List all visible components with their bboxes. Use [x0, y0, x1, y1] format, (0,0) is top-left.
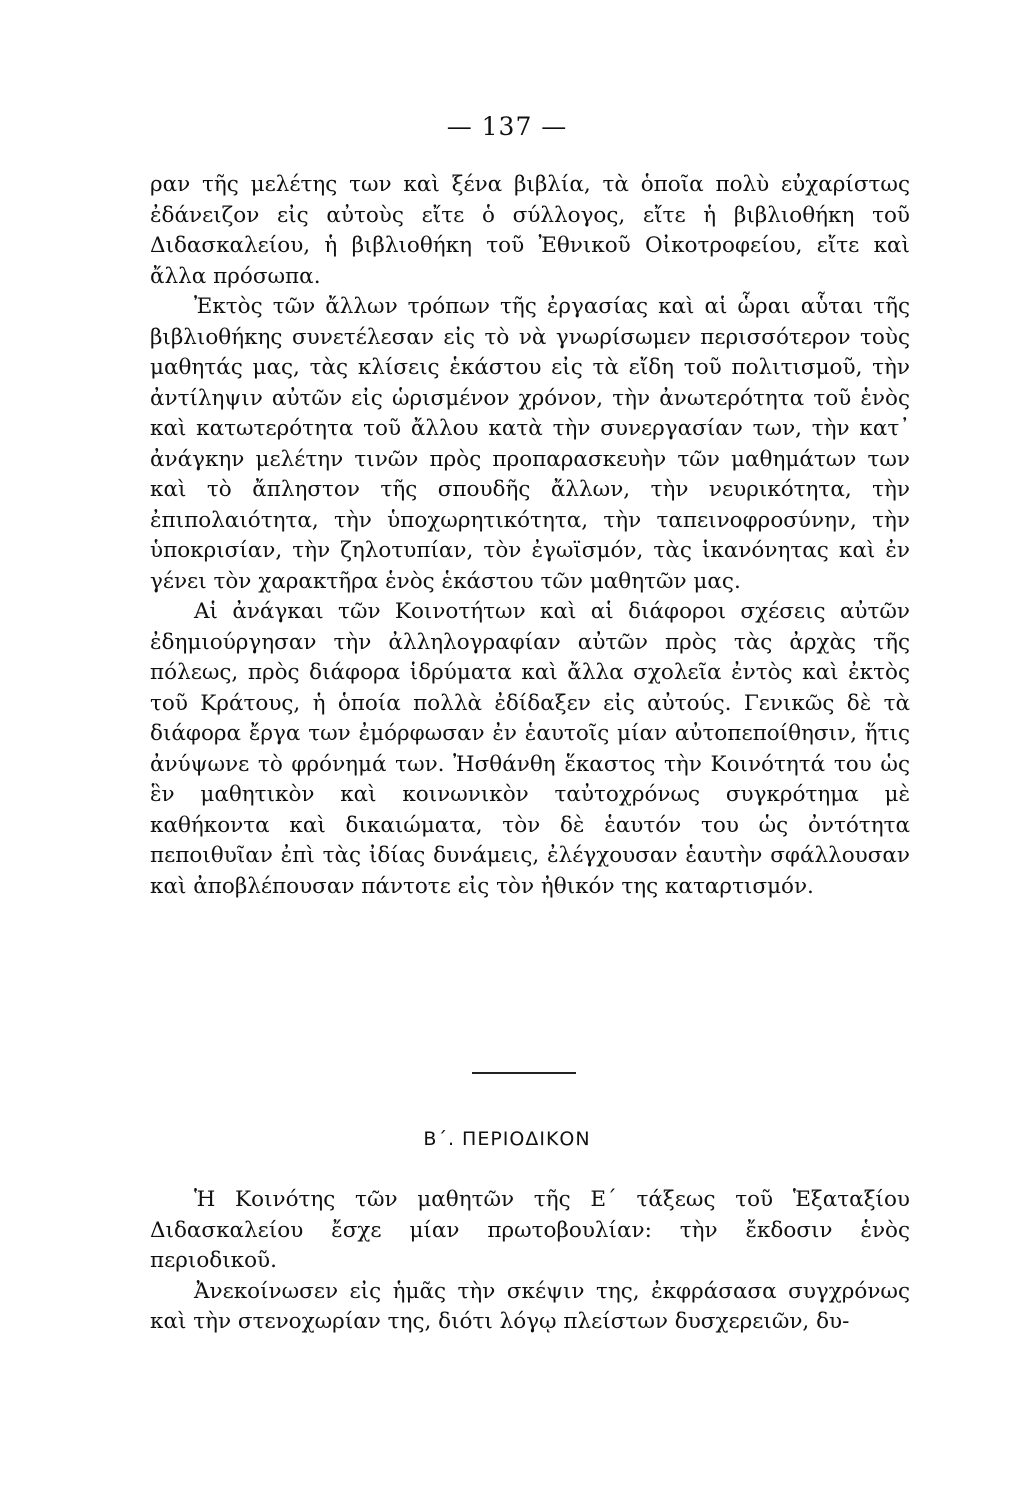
paragraph-periodical-intro: Ἡ Κοινότης τῶν μαθητῶν τῆς Ε΄ τάξεως τοῦ Ἑξαταξίου Διδασκαλείου ἔσχε μίαν πρωτοβουλίαν: τὴν ἔκδοσιν ἑνὸς περιοδικοῦ. — [150, 1187, 910, 1273]
paragraph-library-hours: Ἐκτὸς τῶν ἄλλων τρόπων τῆς ἐργασίας καὶ αἱ ὧραι αὗται τῆς βιβλιοθήκης συνετέλεσαν εἰς τὸ νὰ γνωρίσωμεν περισσότερον τοὺς μαθητάς μας, τὰς κλίσεις ἑκάστου εἰς τὰ εἴδη τοῦ πολιτισμοῦ, τὴν ἀντίληψιν αὐτῶν εἰς ὡρισμένον χρόνον, τὴν ἀνωτερότητα τοῦ ἑνὸς καὶ κατωτερότητα τοῦ ἄλλου κατὰ τὴν συνεργασίαν των, τὴν κατ᾽ ἀνάγκην μελέτην τινῶν πρὸς προπαρασκευὴν τῶν μαθημάτων των καὶ τὸ ἄπληστον τῆς σπουδῆς ἄλλων, τὴν νευρικότητα, τὴν ἐπιπολαιότητα, τὴν ὑποχωρητικότητα, τὴν ταπεινοφροσύνην, τὴν ὑποκρισίαν, τὴν ζηλοτυπίαν, τὸν ἐγωϊσμόν, τὰς ἱκανόνητας καὶ ἐν γένει τὸν χαρακτῆρα ἑνὸς ἑκάστου τῶν μαθητῶν μας. — [150, 294, 910, 594]
paragraph-communities: Αἱ ἀνάγκαι τῶν Κοινοτήτων καὶ αἱ διάφοροι σχέσεις αὐτῶν ἐδημιούργησαν τὴν ἀλληλογραφίαν αὐτῶν πρὸς τὰς ἀρχὰς τῆς πόλεως, πρὸς διάφορα ἱδρύματα καὶ ἄλλα σχολεῖα ἐντὸς καὶ ἐκτὸς τοῦ Κράτους, ἡ ὁποία πολλὰ ἐδίδαξεν εἰς αὐτούς. Γενικῶς δὲ τὰ διάφορα ἔργα των ἐμόρφωσαν ἐν ἑαυτοῖς μίαν αὐτοπεποίθησιν, ἥτις ἀνύψωνε τὸ φρόνημά των. Ἠσθάνθη ἕκαστος τὴν Κοινότητά του ὡς ἓν μαθητικὸν καὶ κοινωνικὸν ταὐτοχρόνως συγκρότημα μὲ καθήκοντα καὶ δικαιώματα, τὸν δὲ ἑαυτόν του ὡς ὀντότητα πεποιθυῖαν ἐπὶ τὰς ἰδίας δυνάμεις, ἐλέγχουσαν ἑαυτὴν σφάλλουσαν καὶ ἀποβλέπουσαν πάντοτε εἰς τὸν ἠθικόν της καταρτισμόν. — [150, 599, 910, 899]
page-number: — 137 — — [446, 112, 568, 141]
paragraph-continuation: ραν τῆς μελέτης των καὶ ξένα βιβλία, τὰ ὁποῖα πολὺ εὐχαρίστως ἐδάνειζον εἰς αὐτοὺς εἴτε ὁ σύλλογος, εἴτε ἡ βιβλιοθήκη τοῦ Διδασκαλείου, ἡ βιβλιοθήκη τοῦ Ἐθνικοῦ Οἰκοτροφείου, εἴτε καὶ ἄλλα πρόσωπα. — [150, 172, 910, 289]
section-divider — [472, 1072, 576, 1074]
body-text-bottom — [150, 1185, 910, 1338]
paragraph-periodical-announcement: Ἀνεκοίνωσεν εἰς ἡμᾶς τὴν σκέψιν της, ἐκφράσασα συγχρόνως καὶ τὴν στενοχωρίαν της, διότι λόγῳ πλείστων δυσχερειῶν, δυ- — [150, 1278, 910, 1334]
body-text-top — [150, 170, 910, 902]
section-heading: Β΄. ΠΕΡΙΟΔΙΚΟΝ — [423, 1128, 591, 1150]
